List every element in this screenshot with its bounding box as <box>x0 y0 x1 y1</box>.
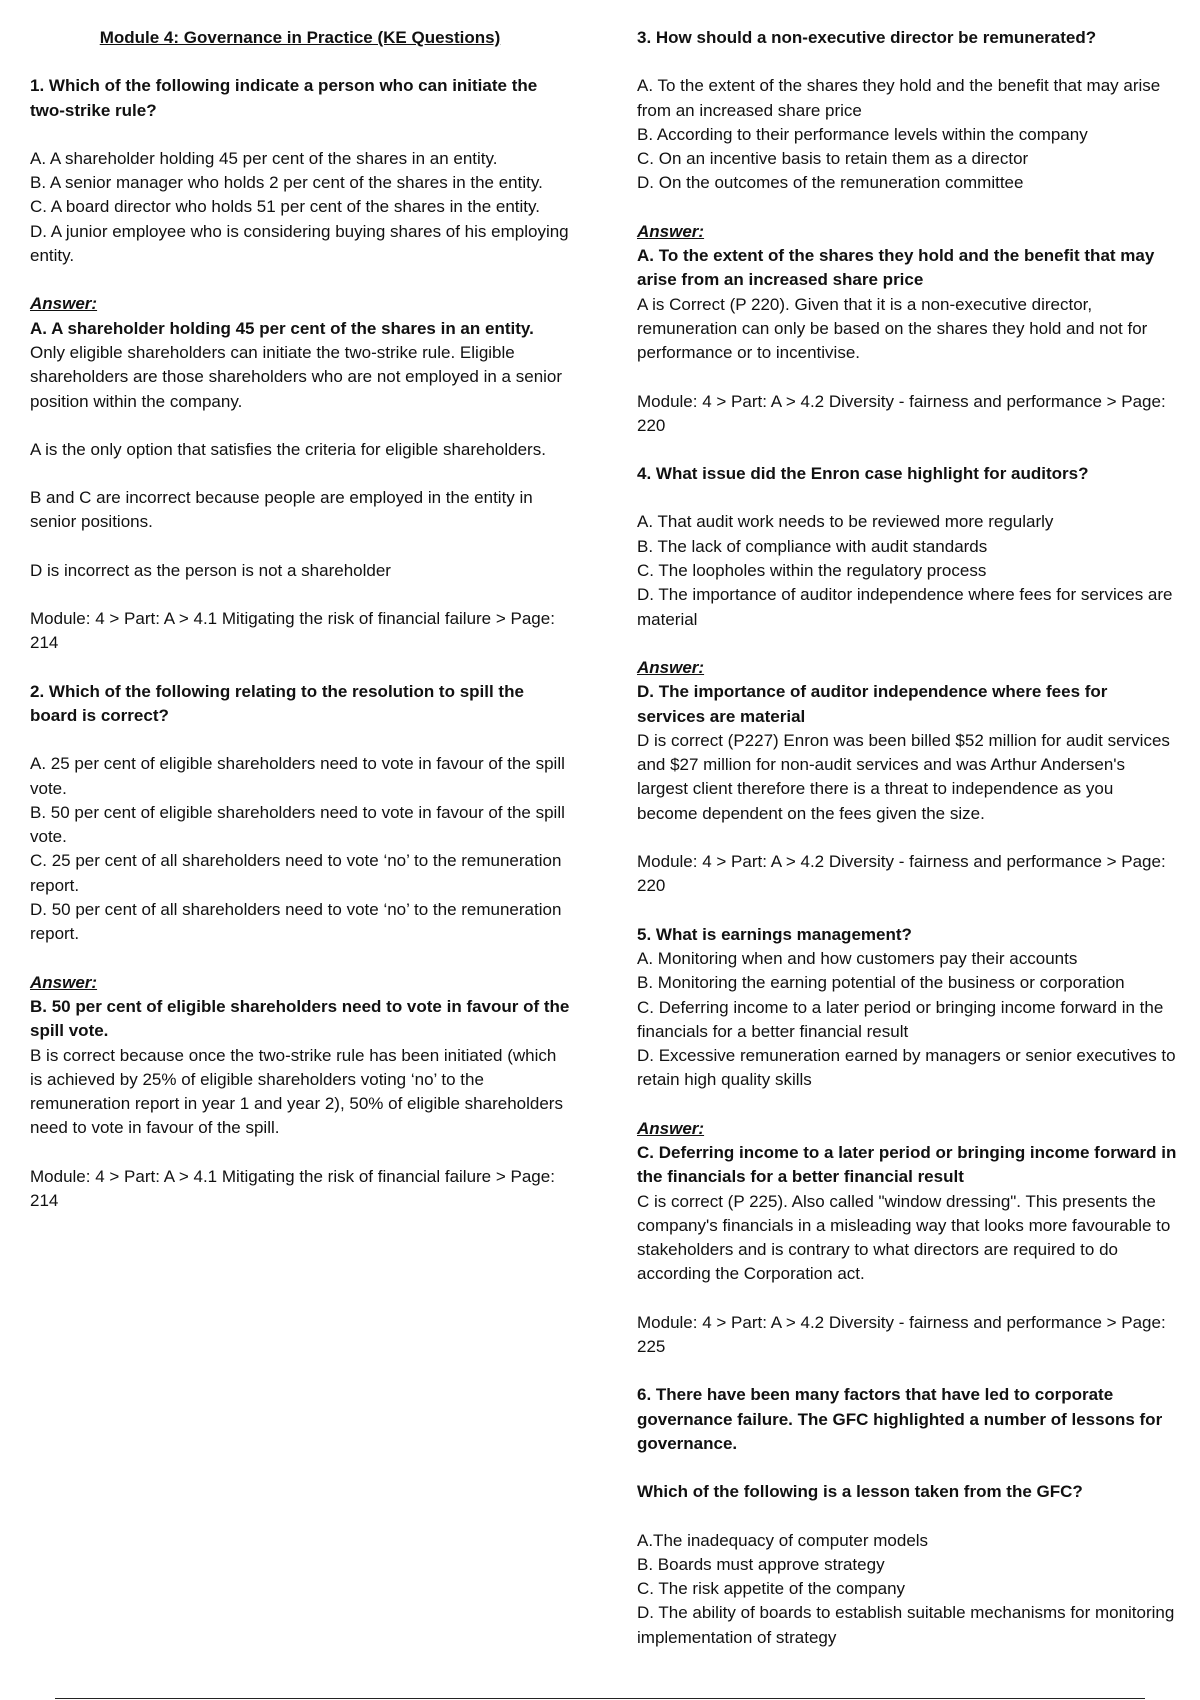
question-2-reference: Module: 4 > Part: A > 4.1 Mitigating the risk of financial failure > Page: 214 <box>30 1166 555 1210</box>
question-2-option-c: C. 25 per cent of all shareholders need to vote ‘no’ to the remuneration report. <box>30 851 562 895</box>
question-3-option-a: A. To the extent of the shares they hold and the benefit that may arise from an increased share price <box>637 76 1161 120</box>
question-3-option-b: B. According to their performance levels within the company <box>637 124 1088 144</box>
question-1-explanation-3: B and C are incorrect because people are employed in the entity in senior positions. <box>30 488 533 532</box>
question-2 <box>30 680 570 1214</box>
question-4-explanation: D is correct (P227) Enron was been billed $52 million for audit services and $27 million for non-audit services and was Arthur Andersen's largest client therefore there is a threat to independence as you become dependent on the fees given the size. <box>637 730 1170 823</box>
question-4-reference: Module: 4 > Part: A > 4.2 Diversity - fairness and performance > Page: 220 <box>637 852 1166 896</box>
question-4-options <box>637 510 1177 631</box>
question-2-answer: B. 50 per cent of eligible shareholders need to vote in favour of the spill vote. <box>30 996 570 1041</box>
question-2-explanation: B is correct because once the two-strike rule has been initiated (which is achieved by 25% of eligible shareholders voting ‘no’ to the remuneration report in year 1 and year 2), 50% of eligible shareholders need to vote in favour of the spill. <box>30 1045 563 1138</box>
question-2-options <box>30 752 570 946</box>
question-4-text: 4. What issue did the Enron case highlight for auditors? <box>637 464 1089 484</box>
question-5-option-a: A. Monitoring when and how customers pay their accounts <box>637 948 1078 968</box>
question-1-explanation-1: Only eligible shareholders can initiate the two-strike rule. Eligible shareholders are those shareholders who are not employed in a senior position within the company. <box>30 342 563 411</box>
question-5-options <box>637 947 1177 1093</box>
question-4-answer-label: Answer: <box>637 657 705 677</box>
question-5-text: 5. What is earnings management? <box>637 924 912 944</box>
question-2-option-d: D. 50 per cent of all shareholders need to vote ‘no’ to the remuneration report. <box>30 900 562 944</box>
question-1-answer-label: Answer: <box>30 294 98 314</box>
question-1-option-b: B. A senior manager who holds 2 per cent of the shares in the entity. <box>30 173 543 193</box>
footer-divider <box>55 1698 1145 1699</box>
question-3-options <box>637 74 1177 195</box>
question-4-option-c: C. The loopholes within the regulatory process <box>637 561 987 581</box>
question-2-text: 2. Which of the following relating to the resolution to spill the board is correct? <box>30 681 524 725</box>
question-6-option-d: D. The ability of boards to establish suitable mechanisms for monitoring implementation of strategy <box>637 1603 1175 1647</box>
question-1-option-d: D. A junior employee who is considering buying shares of his employing entity. <box>30 221 569 266</box>
question-6-options <box>637 1529 1177 1650</box>
question-3-option-c: C. On an incentive basis to retain them as a director <box>637 149 1029 169</box>
question-5-reference: Module: 4 > Part: A > 4.2 Diversity - fairness and performance > Page: 225 <box>637 1312 1166 1357</box>
question-4 <box>637 462 1177 898</box>
question-6 <box>637 1383 1177 1650</box>
page-title: Module 4: Governance in Practice (KE Questions) <box>99 28 501 47</box>
question-6-option-b: B. Boards must approve strategy <box>637 1554 885 1574</box>
question-6-text: Which of the following is a lesson taken from the GFC? <box>637 1482 1083 1502</box>
question-1-reference: Module: 4 > Part: A > 4.1 Mitigating the risk of financial failure > Page: 214 <box>30 609 555 653</box>
question-5-option-d: D. Excessive remuneration earned by managers or senior executives to retain high quality skills <box>637 1046 1176 1090</box>
question-5-option-b: B. Monitoring the earning potential of the business or corporation <box>637 973 1125 993</box>
question-1-option-c: C. A board director who holds 51 per cent of the shares in the entity. <box>30 197 540 217</box>
question-3 <box>637 26 1177 438</box>
question-2-option-a: A. 25 per cent of eligible shareholders need to vote in favour of the spill vote. <box>30 754 565 798</box>
question-3-explanation: A is Correct (P 220). Given that it is a non-executive director, remuneration can only be based on the shares they hold and not for performance or to incentivise. <box>637 294 1148 363</box>
question-3-reference: Module: 4 > Part: A > 4.2 Diversity - fairness and performance > Page: 220 <box>637 391 1166 435</box>
question-5-answer: C. Deferring income to a later period or bringing income forward in the financials for a better financial result <box>637 1142 1177 1187</box>
question-1 <box>30 74 570 655</box>
left-column <box>30 26 570 1237</box>
question-1-answer: A. A shareholder holding 45 per cent of the shares in an entity. <box>30 318 534 338</box>
question-2-option-b: B. 50 per cent of eligible shareholders need to vote in favour of the spill vote. <box>30 802 565 847</box>
question-4-answer: D. The importance of auditor independence where fees for services are material <box>637 682 1108 726</box>
question-5 <box>637 923 1177 1360</box>
question-3-answer-label: Answer: <box>637 221 705 241</box>
question-4-option-d: D. The importance of auditor independence where fees for services are material <box>637 585 1173 629</box>
question-3-text: 3. How should a non-executive director be remunerated? <box>637 28 1097 47</box>
question-1-explanation-4: D is incorrect as the person is not a shareholder <box>30 560 391 580</box>
question-4-option-b: B. The lack of compliance with audit standards <box>637 536 988 556</box>
question-6-option-a: A.The inadequacy of computer models <box>637 1530 929 1550</box>
question-5-explanation: C is correct (P 225). Also called "window dressing". This presents the company's financials in a misleading way that looks more favourable to stakeholders and is contrary to what directors are required to do according the Corporation act. <box>637 1191 1171 1284</box>
right-column <box>637 26 1177 1674</box>
question-1-options <box>30 147 570 268</box>
question-1-option-a: A. A shareholder holding 45 per cent of the shares in an entity. <box>30 148 498 168</box>
question-6-option-c: C. The risk appetite of the company <box>637 1579 906 1599</box>
question-1-explanation-2: A is the only option that satisfies the criteria for eligible shareholders. <box>30 439 546 459</box>
question-2-answer-label: Answer: <box>30 972 98 992</box>
question-3-answer: A. To the extent of the shares they hold and the benefit that may arise from an increased share price <box>637 246 1155 290</box>
question-5-answer-label: Answer: <box>637 1118 705 1138</box>
question-6-intro: 6. There have been many factors that have led to corporate governance failure. The GFC highlighted a number of lessons for governance. <box>637 1385 1163 1453</box>
question-4-option-a: A. That audit work needs to be reviewed more regularly <box>637 512 1054 532</box>
question-5-option-c: C. Deferring income to a later period or bringing income forward in the financials for a better financial result <box>637 997 1164 1041</box>
question-1-text: 1. Which of the following indicate a person who can initiate the two-strike rule? <box>30 76 538 120</box>
question-3-option-d: D. On the outcomes of the remuneration committee <box>637 173 1024 193</box>
